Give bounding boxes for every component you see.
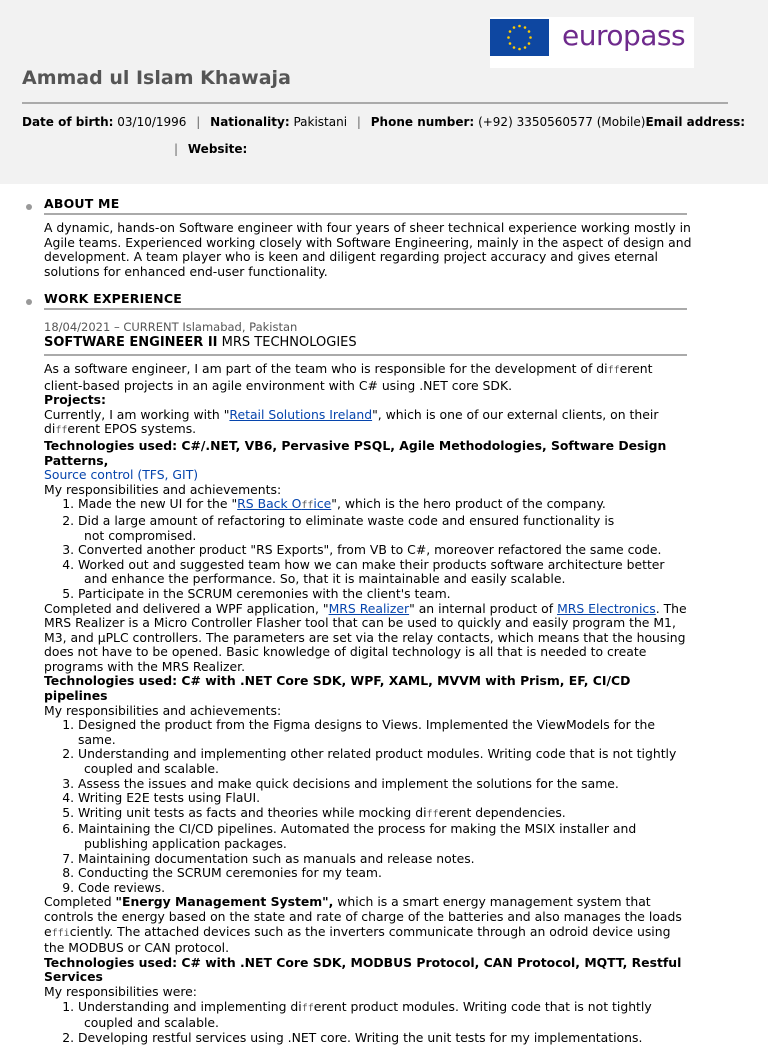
mrs-realizer-link[interactable]: MRS Realizer [328,600,410,616]
europass-logo [490,17,694,68]
list-item: 4. Worked out and suggested team how we can make their products software architecture better and enhance the performance. So, that it is maintainable and easily scalable. [78,558,694,587]
list-item: 2. Did a large amount of refactoring to eliminate waste code and ensured functionality is not compromised. [78,514,694,543]
wpf-paragraph: Completed and delivered a WPF application, "MRS Realizer" an internal product of MRS Electronics. The MRS Realizer is a Micro Controller Flasher tool that can be used to quickly and easily program the M1, M3, and µPLC controllers. The parameters are set via the relay contacts, which means that the housing does not have to be opened. Basic knowledge of digital technology is all that is needed to create programs with the MRS Realizer. [44,600,687,674]
dob-value: 03/10/1996 [117,115,187,129]
work-title: WORK EXPERIENCE [44,291,182,306]
tech-used-2: Technologies used: C# with .NET Core SDK, WPF, XAML, MVVM with Prism, EF, CI/CD pipelines [44,673,631,704]
intro-paragraph: As a software engineer, I am part of the team who is responsible for the development of different client-based projects in an agile environment with C# using .NET core SDK. [44,361,653,393]
dob-label: Date of birth: [22,115,114,129]
list-item: 3. Converted another product "RS Exports", from VB to C#, moreover refactored the same code. [78,543,694,558]
about-paragraph: A dynamic, hands-on Software engineer with four years of sheer technical experience working mostly in Agile teams. Experienced working closely with Software Engineering, mainly in the aspect of design and development. A team player who is keen and diligent regarding project accuracy and gives eternal solutions for enhanced end-user functionality. [44,220,692,279]
ems-paragraph: Completed "Energy Management System", which is a smart energy management system that controls the energy based on the state and rate of charge of the batteries and also manages the loads efficiently. The attached devices such as the inverters communicate through an odroid device using the MODBUS or CAN protocol. [44,894,682,956]
projects-label: Projects: [44,392,106,408]
website-row [168,142,247,156]
resp-label-1: My responsibilities and achievements: [44,481,282,497]
list-item: 8. Conducting the SCRUM ceremonies for my team. [78,866,694,881]
list-item: 2. Understanding and implementing other related product modules. Writing code that is not tightly coupled and scalable. [78,747,694,776]
name-divider [22,102,728,104]
responsibilities-list-1 [44,497,694,601]
section-bullet-icon [26,299,32,305]
resp-label-3: My responsibilities were: [44,983,197,999]
europass-logo-text: europass [562,19,686,52]
email-label: Email address: [645,115,746,129]
website-label: Website: [187,142,248,156]
list-item: 1. Understanding and implementing different product modules. Writing code that is not tightly coupled and scalable. [78,1000,694,1031]
mrs-electronics-link[interactable]: MRS Electronics [557,600,656,616]
nationality-label: Nationality: [210,115,290,129]
separator: | [174,142,179,156]
list-item: 6. Maintaining the CI/CD pipelines. Automated the process for making the MSIX installer and publishing application packages. [78,822,694,851]
about-title: ABOUT ME [44,196,120,211]
retail-solutions-link[interactable]: Retail Solutions Ireland [229,406,373,422]
separator: | [356,115,361,129]
phone-label: Phone number: [370,115,475,129]
job-title [44,335,357,350]
about-divider [44,213,687,215]
phone-value: (+92) 3350560577 (Mobile) [478,115,646,129]
list-item: 7. Maintaining documentation such as manuals and release notes. [78,852,694,867]
job-description [44,362,694,1045]
responsibilities-list-2 [44,718,694,895]
section-bullet-icon [26,204,32,210]
rs-back-office-link[interactable]: RS Back Office [237,496,332,512]
list-item: 1. Designed the product from the Figma designs to Views. Implemented the ViewModels for the same. [78,718,694,747]
candidate-name: Ammad ul Islam Khawaja [22,67,291,89]
separator: | [196,115,201,129]
list-item: 5. Participate in the SCRUM ceremonies with the client's team. [78,587,694,602]
personal-info-row [22,115,745,129]
tech-used-1-cont: Source control (TFS, GIT) [44,467,199,483]
eu-flag-icon [490,19,549,56]
list-item: 2. Developing restful services using .NET core. Writing the unit tests for my implementations. [78,1031,694,1045]
tech-used-1: Technologies used: C#/.NET, VB6, Pervasive PSQL, Agile Methodologies, Software Design Patterns, [44,437,667,468]
list-item: 5. Writing unit tests as facts and theories while mocking different dependencies. [78,806,694,823]
resp-label-2: My responsibilities and achievements: [44,702,282,718]
list-item: 4. Writing E2E tests using FlaUI. [78,791,694,806]
list-item: 3. Assess the issues and make quick decisions and implement the solutions for the same. [78,777,694,792]
job-company: MRS TECHNOLOGIES [221,335,357,350]
list-item: 9. Code reviews. [78,881,694,896]
responsibilities-list-3 [44,1000,694,1045]
work-divider [44,308,687,310]
job-date-location: 18/04/2021 – CURRENT Islamabad, Pakistan [44,320,298,334]
current-project: Currently, I am working with "Retail Solutions Ireland", which is one of our external clients, on their different EPOS systems. [44,406,659,437]
tech-used-3: Technologies used: C# with .NET Core SDK, MODBUS Protocol, CAN Protocol, MQTT, Restful Services [44,954,682,985]
list-item: 1. Made the new UI for the "RS Back Office", which is the hero product of the company. [78,497,694,514]
job-role: SOFTWARE ENGINEER II [44,335,218,350]
nationality-value: Pakistani [293,115,348,129]
about-text [44,221,694,279]
job-divider [44,354,687,356]
